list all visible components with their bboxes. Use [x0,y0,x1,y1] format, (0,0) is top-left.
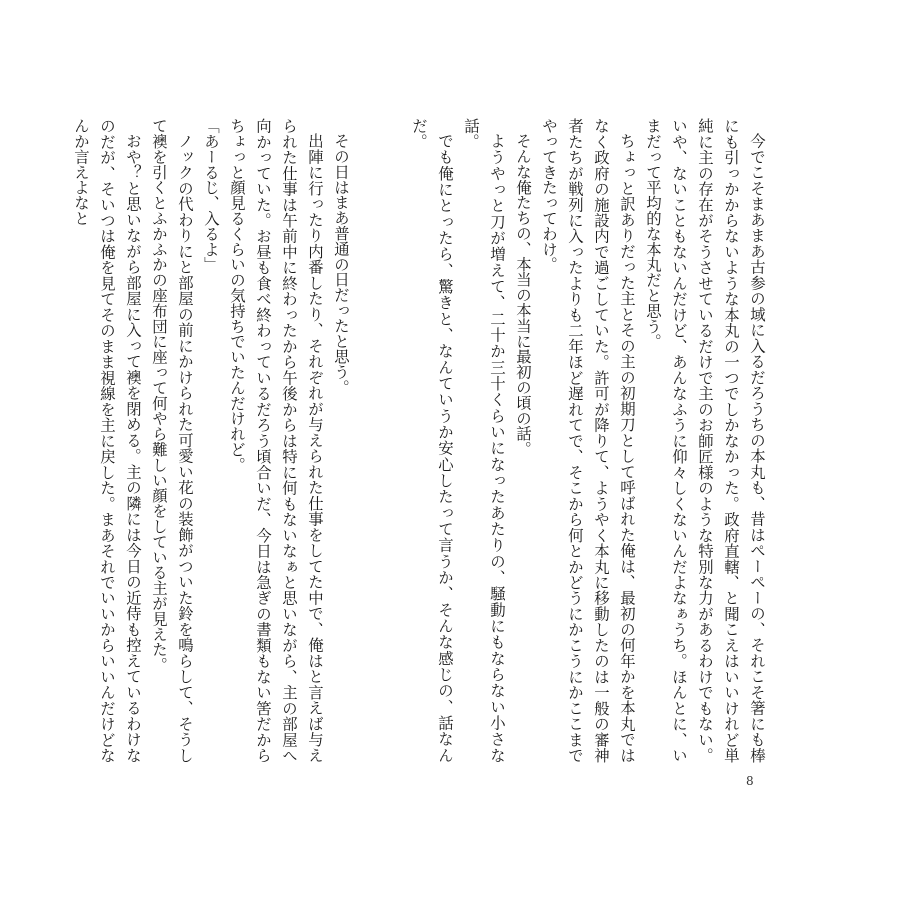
vertical-text-body [68,118,770,763]
paragraph: その日はまあ普通の日だったと思う。 [332,133,350,396]
paragraph: ようやっと刀が増えて、二十か三十くらいになったあたりの、騒動にもならない小さな話。 [462,118,506,763]
paragraph: ノックの代わりにと部屋の前にかけられた可愛い花の装飾がついた鈴を鳴らして、そうして襖を引くとふかふかの座布団に座って何やら難しい顔をしている主が見えた。 [150,118,194,763]
dialogue-line: 「あーるじ、入るよ」 [202,118,220,272]
paragraph: 出陣に行ったり内番したり、それぞれが与えられた仕事をしてた中で、俺はと言えば与えられた仕事は午前中に終わったから午後からは特に何もないなぁと思いながら、主の部屋へ向かっていた。お昼も食べ終わっているだろう頃合いだ、今日は急ぎの書類もない筈だからちょっと顔見るくらいの気持ちでいたんだけれど。 [228,118,324,763]
paragraph: 今でこそまあまあ古参の域に入るだろうちの本丸も、昔はぺーぺーの、それこそ箸にも棒にも引っかからないような本丸の一つでしかなかった。政府直轄、と聞こえはいいけれど単純に主の存在がそうさせているだけで主のお師匠様のような特別な力があるわけでもない。いや、ないこともないんだけど、あんなふうに仰々しくないんだよなぁうち。ほんとに、いまだって平均的な本丸だと思う。 [644,118,766,763]
paragraph: そんな俺たちの、本当の本当に最初の頃の話。 [514,133,532,457]
paragraph: でも俺にとったら、驚きと、なんていうか安心したって言うか、そんな感じの、話なんだ。 [410,118,454,763]
page-number: 8 [746,774,754,788]
section-break [354,118,406,763]
paragraph: おや？と思いながら部屋に入って襖を閉める。主の隣には今日の近侍も控えているわけなのだが、そいつは俺を見てそのまま視線を主に戻した。まあそれでいいからいいんだけどなんか言えよなと [72,118,142,763]
paragraph: ちょっと訳ありだった主とその主の初期刀として呼ばれた俺は、最初の何年かを本丸ではなく政府の施設内で過ごしていた。許可が降りて、ようやく本丸に移動したのは一般の審神者たちが戦列に入ったよりも二年ほど遅れてで、そこから何とかどうにかこうにかここまでやってきたってわけ。 [540,118,636,763]
